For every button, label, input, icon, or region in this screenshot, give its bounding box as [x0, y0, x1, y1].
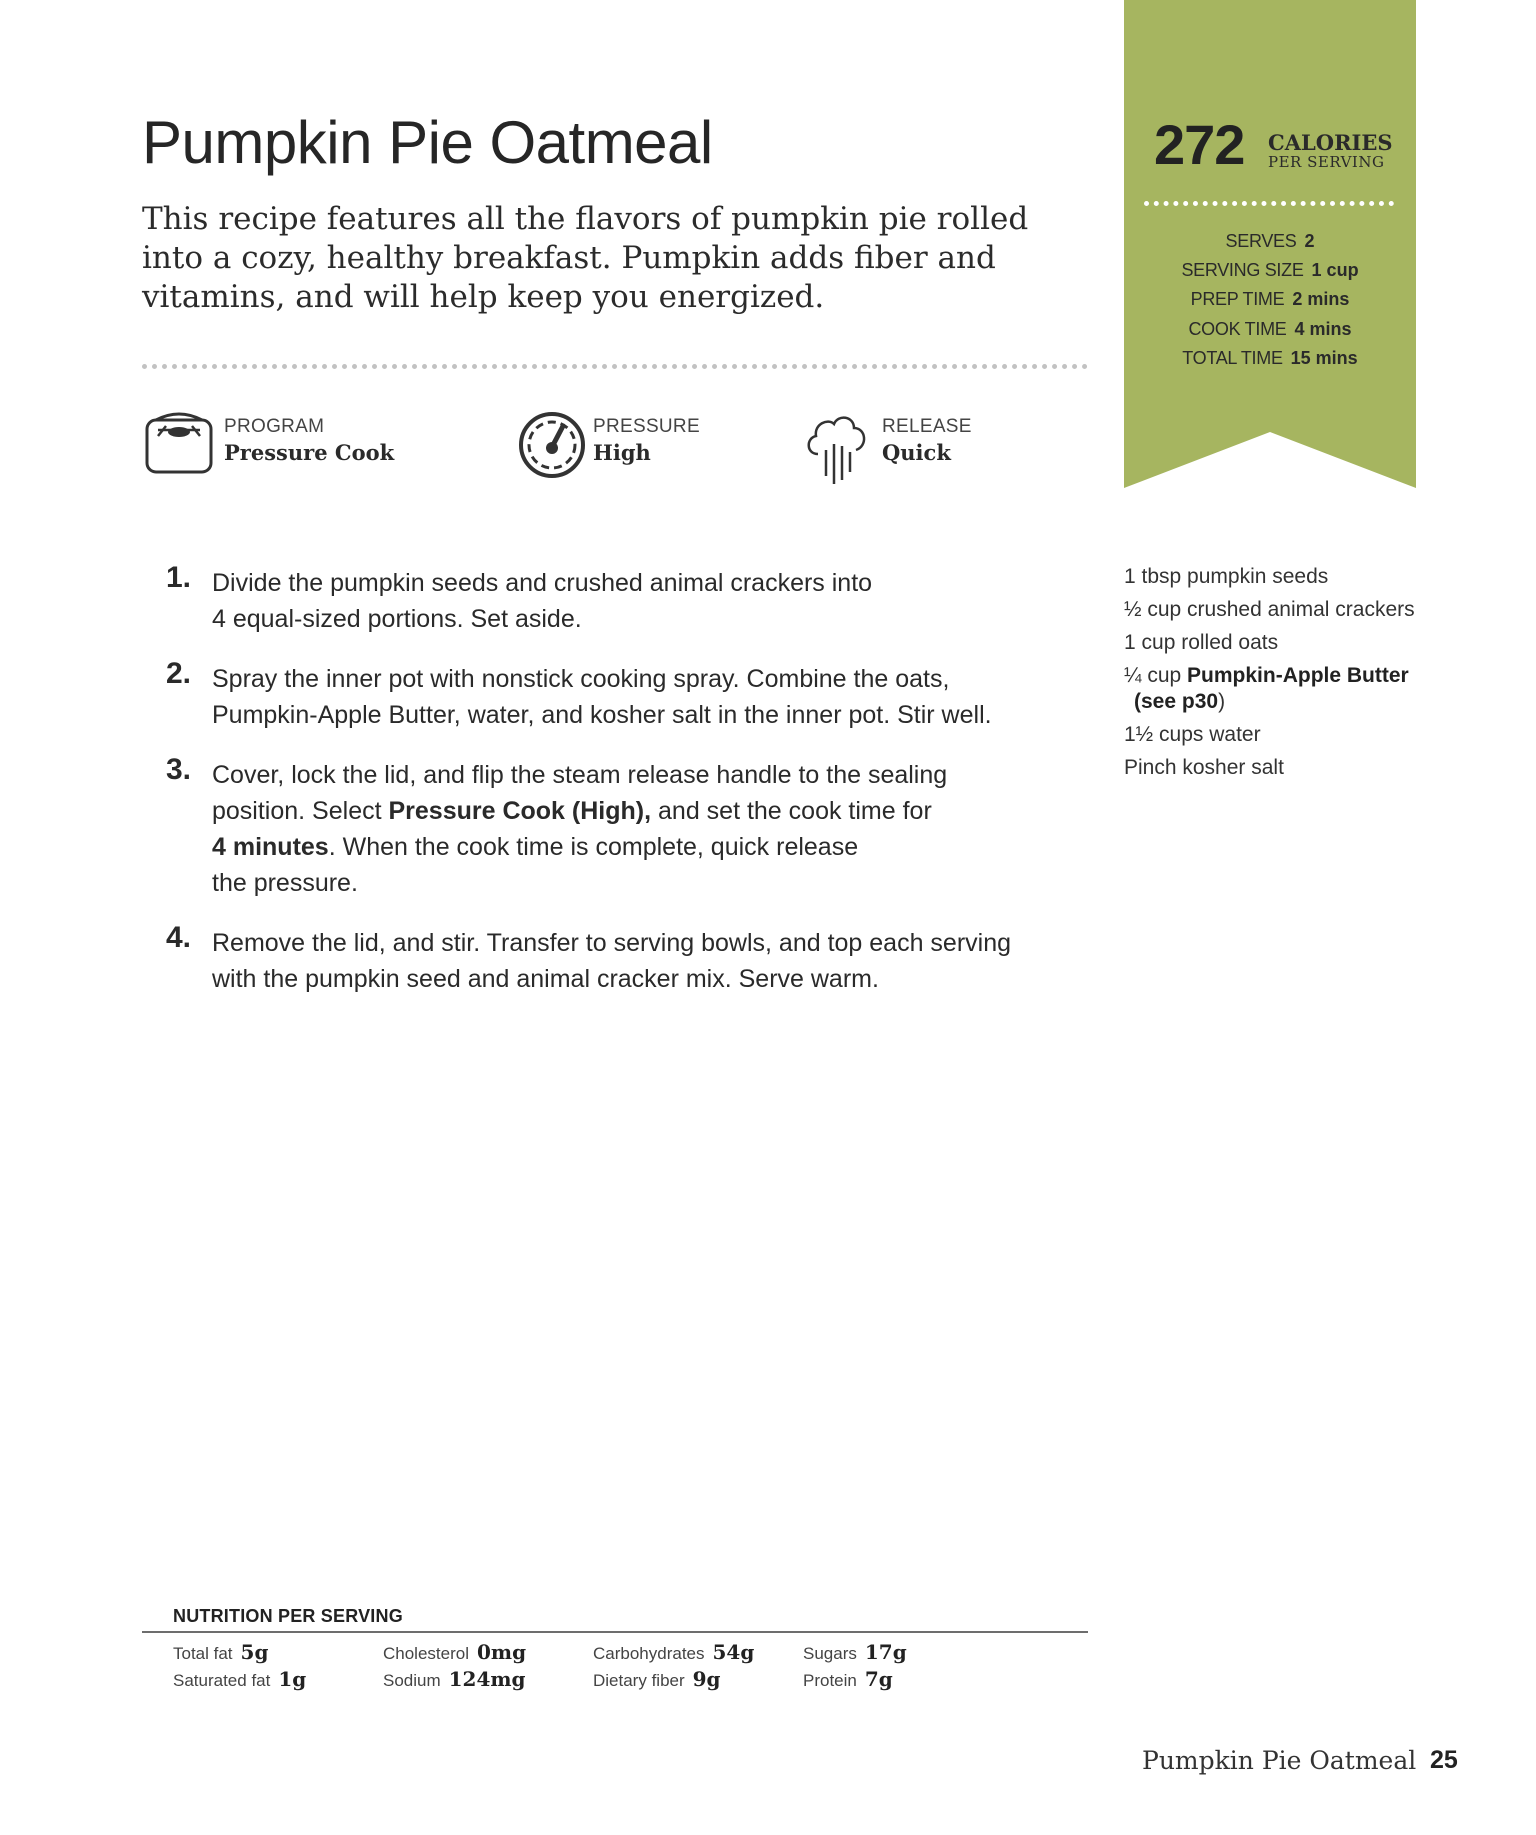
calorie-sublabel: PER SERVING — [1268, 153, 1385, 171]
step-number: 3. — [166, 753, 192, 786]
pressure-value: High — [593, 440, 651, 465]
intro-line: vitamins, and will help keep you energized. — [142, 279, 825, 315]
step-text — [212, 565, 1112, 637]
info-serving-size — [1124, 260, 1416, 281]
nutrition-rule — [142, 1631, 1088, 1633]
nutrition-item: Sodium 124mg — [383, 1667, 526, 1691]
nutrition-item: Dietary fiber 9g — [593, 1667, 721, 1691]
step-number: 1. — [166, 561, 192, 594]
info-serves — [1124, 231, 1416, 252]
pressure-cooker-icon — [144, 410, 214, 480]
calorie-label: CALORIES — [1268, 130, 1393, 155]
ingredient-item: 1 tbsp pumpkin seeds — [1124, 565, 1329, 588]
step-line: 4 minutes. When the cook time is complete, quick release — [212, 833, 859, 861]
nutrition-item: Protein 7g — [803, 1667, 893, 1691]
ribbon-dotted-divider — [1144, 201, 1394, 206]
nutrition-item: Cholesterol 0mg — [383, 1640, 527, 1664]
calorie-count: 272 — [1154, 113, 1245, 176]
program-value: Pressure Cook — [224, 440, 395, 465]
ingredient-item: ½ cup crushed animal crackers — [1124, 598, 1415, 621]
step-line: Spray the inner pot with nonstick cooking spray. Combine the oats, — [212, 665, 950, 693]
bold-cook-time: 4 minutes — [212, 833, 329, 861]
nutrition-title: NUTRITION PER SERVING — [173, 1606, 403, 1626]
info-total-time — [1124, 348, 1416, 369]
step-line: Divide the pumpkin seeds and crushed animal crackers into — [212, 569, 873, 597]
dotted-divider — [142, 364, 1088, 369]
page-number: 25 — [1430, 1746, 1458, 1774]
info-value: 1 cup — [1311, 260, 1359, 280]
step-text — [212, 661, 1112, 733]
info-value: 4 mins — [1294, 319, 1352, 339]
info-label: PREP TIME — [1190, 289, 1285, 309]
bold-program: Pressure Cook (High), — [388, 797, 652, 825]
step-line: 4 equal-sized portions. Set aside. — [212, 605, 582, 633]
intro-line: into a cozy, healthy breakfast. Pumpkin adds fiber and — [142, 240, 996, 276]
step-line: the pressure. — [212, 869, 358, 897]
gauge-icon — [517, 410, 587, 480]
info-label: SERVES — [1225, 231, 1297, 251]
ingredient-item: 1 cup rolled oats — [1124, 631, 1279, 654]
ingredient-item: ¼ cup Pumpkin-Apple Butter (see p30) — [1124, 664, 1409, 713]
ingredient-link: Pumpkin-Apple Butter — [1187, 664, 1409, 687]
steam-icon — [804, 410, 874, 480]
nutrition-item: Sugars 17g — [803, 1640, 907, 1664]
info-cook-time — [1124, 319, 1416, 340]
nutrition-item: Carbohydrates 54g — [593, 1640, 755, 1664]
info-label: TOTAL TIME — [1182, 348, 1283, 368]
step-number: 2. — [166, 657, 192, 690]
nutrition-item: Saturated fat 1g — [173, 1667, 307, 1691]
ingredient-item: 1½ cups water — [1124, 723, 1261, 746]
release-value: Quick — [882, 440, 951, 465]
info-label: SERVING SIZE — [1181, 260, 1304, 280]
info-label: COOK TIME — [1188, 319, 1287, 339]
intro-line: This recipe features all the flavors of pumpkin pie rolled — [142, 201, 1029, 237]
info-value: 15 mins — [1290, 348, 1358, 368]
nutrition-item: Total fat 5g — [173, 1640, 269, 1664]
recipe-title: Pumpkin Pie Oatmeal — [142, 109, 713, 176]
step-text — [212, 925, 1112, 997]
ingredient-item: Pinch kosher salt — [1124, 756, 1284, 779]
footer-title: Pumpkin Pie Oatmeal — [1142, 1746, 1417, 1775]
program-label: PROGRAM — [224, 416, 325, 437]
page-reference: (see p30 — [1134, 690, 1219, 713]
step-line: Cover, lock the lid, and flip the steam release handle to the sealing — [212, 761, 948, 789]
step-line: Pumpkin-Apple Butter, water, and kosher salt in the inner pot. Stir well. — [212, 701, 992, 729]
pressure-label: PRESSURE — [593, 416, 700, 437]
step-line: with the pumpkin seed and animal cracker mix. Serve warm. — [212, 965, 879, 993]
step-number: 4. — [166, 921, 192, 954]
info-value: 2 — [1304, 231, 1315, 251]
recipe-intro — [142, 200, 1102, 317]
step-text — [212, 757, 1112, 901]
info-prep-time — [1124, 289, 1416, 310]
step-line: position. Select Pressure Cook (High), and set the cook time for — [212, 797, 932, 825]
info-value: 2 mins — [1292, 289, 1350, 309]
release-label: RELEASE — [882, 416, 972, 437]
step-line: Remove the lid, and stir. Transfer to serving bowls, and top each serving — [212, 929, 1012, 957]
